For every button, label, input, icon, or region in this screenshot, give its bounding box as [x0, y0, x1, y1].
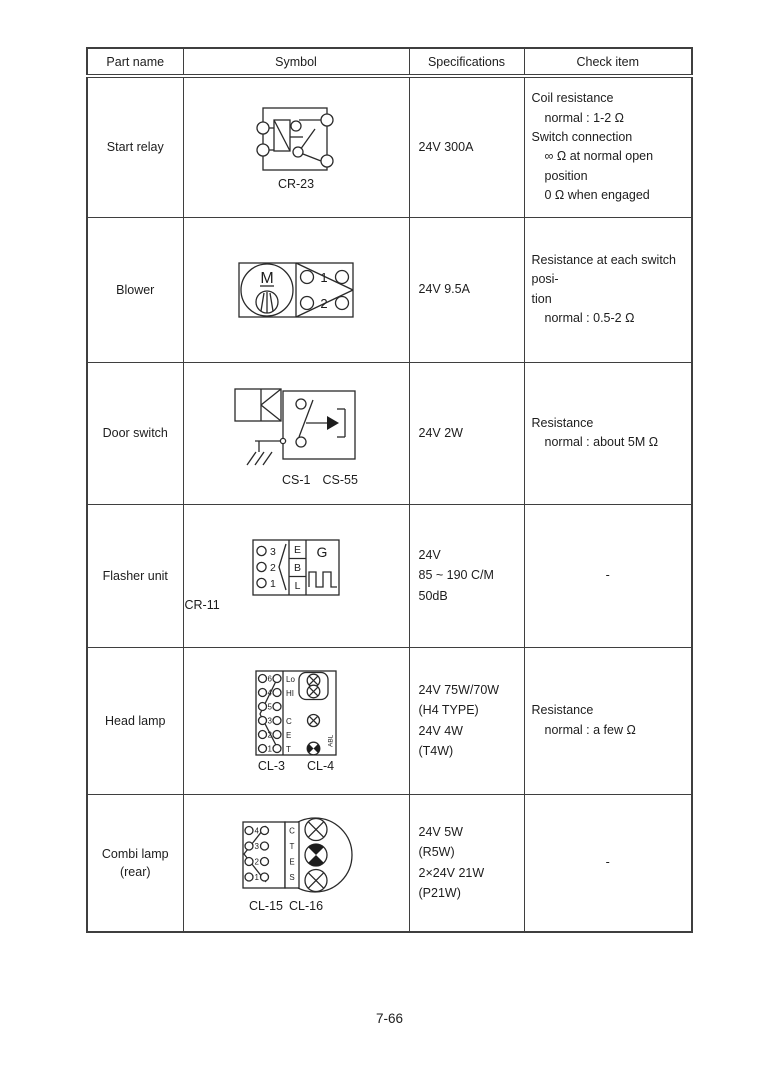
header-symbol: Symbol: [183, 48, 409, 76]
part-name: Flasher unit: [102, 568, 168, 583]
headlamp-pin-1: 1: [267, 744, 272, 753]
table-row-combi-lamp: [87, 794, 692, 932]
check-line: normal : a few Ω: [544, 722, 636, 737]
spec-line: 24V 5W: [418, 824, 463, 839]
symbol-caption: CR-11: [184, 598, 220, 612]
flasher-g-label: G: [316, 544, 328, 560]
symbol-caption: CL-3: [257, 758, 285, 773]
part-name-sub: (rear): [119, 864, 151, 879]
parts-table: [86, 47, 693, 933]
check-line: normal : 0.5-2 Ω: [544, 310, 635, 325]
headlamp-pin-2: 2: [267, 730, 272, 739]
flasher-pin-3: 3: [270, 546, 276, 558]
check-line: Switch connection: [531, 129, 633, 144]
headlamp-terminal-e: E: [286, 730, 292, 740]
table-row-door-switch: [87, 362, 692, 504]
check-line: ∞ Ω at normal open position: [544, 149, 654, 183]
headlamp-pin-4: 4: [267, 688, 272, 697]
combi-pin-2: 2: [254, 857, 259, 867]
symbol-caption: CL-4: [307, 758, 335, 773]
switch-pos-1: 1: [320, 269, 328, 285]
combi-terminal-t: T: [289, 841, 295, 851]
headlamp-terminal-c: C: [286, 716, 292, 726]
switch-pos-2: 2: [320, 295, 328, 311]
symbol-caption: CL-16: [289, 898, 324, 913]
flasher-pin-2: 2: [270, 562, 276, 574]
combi-pin-4: 4: [254, 826, 259, 836]
check-line: normal : about 5M Ω: [544, 435, 659, 449]
headlamp-terminal-t: T: [286, 744, 291, 754]
part-name: Combi lamp: [101, 846, 169, 861]
combi-lamp-symbol: [235, 813, 357, 897]
symbol-caption: CL-15: [248, 898, 283, 913]
blower-motor-symbol: [237, 261, 355, 319]
spec-line: 24V 75W/70W: [418, 682, 500, 697]
spec-line: (R5W): [418, 845, 455, 860]
table-row-start-relay: [87, 76, 692, 217]
check-line: 0 Ω when engaged: [544, 187, 650, 202]
flasher-unit-symbol: [252, 539, 340, 596]
spec-line: 24V 2W: [418, 425, 463, 440]
flasher-terminal-l: L: [294, 580, 301, 592]
header-part-name: Part name: [87, 48, 183, 76]
spec-line: (T4W): [418, 744, 454, 758]
headlamp-pin-6: 6: [267, 674, 272, 683]
flasher-terminal-b: B: [293, 562, 302, 574]
check-line: tion: [531, 291, 552, 306]
table-row-blower: [87, 217, 692, 362]
part-name: Head lamp: [105, 713, 166, 728]
check-line: Resistance at each switch posi-: [531, 252, 677, 287]
part-name: Door switch: [102, 426, 168, 440]
symbol-caption: CS-55: [322, 473, 358, 487]
combi-pin-3: 3: [254, 841, 259, 851]
combi-pin-1: 1: [254, 872, 259, 882]
check-line: normal : 1-2 Ω: [544, 110, 625, 125]
combi-terminal-e: E: [289, 857, 295, 867]
spec-line: 85 ~ 190 C/M: [418, 568, 494, 583]
part-name: Start relay: [106, 140, 164, 155]
table-row-head-lamp: [87, 647, 692, 794]
headlamp-abl-label: ABL: [327, 734, 335, 747]
headlamp-terminal-hi: HI: [286, 688, 294, 698]
headlamp-pin-5: 5: [267, 702, 272, 711]
combi-terminal-c: C: [289, 826, 295, 836]
check-line: Resistance: [531, 415, 594, 430]
header-check-item: Check item: [524, 48, 692, 76]
header-row: [87, 48, 692, 76]
check-line: -: [605, 567, 610, 582]
page-number: 7-66: [375, 1011, 404, 1026]
motor-m-label: M: [260, 269, 274, 287]
spec-line: 2×24V 21W: [418, 865, 485, 880]
flasher-terminal-e: E: [293, 544, 302, 556]
flasher-pin-1: 1: [270, 578, 276, 590]
combi-terminal-s: S: [289, 872, 295, 882]
check-line: Resistance: [531, 703, 594, 718]
symbol-caption: CR-23: [277, 176, 315, 191]
spec-line: 24V 300A: [418, 140, 474, 154]
spec-line: 24V 4W: [418, 723, 463, 738]
table-row-flasher-unit: [87, 504, 692, 647]
start-relay-symbol: [241, 104, 351, 175]
check-line: -: [605, 855, 610, 870]
headlamp-terminal-lo: Lo: [286, 674, 295, 684]
head-lamp-symbol: [252, 669, 340, 757]
spec-line: 24V 9.5A: [418, 282, 470, 297]
header-specifications: Specifications: [409, 48, 524, 76]
symbol-caption: CS-1: [282, 473, 311, 487]
spec-line: (H4 TYPE): [418, 703, 479, 717]
spec-line: 50dB: [418, 588, 448, 603]
part-name: Blower: [116, 282, 155, 297]
spec-line: 24V: [418, 547, 441, 562]
headlamp-pin-3: 3: [267, 716, 272, 725]
spec-line: (P21W): [418, 886, 461, 901]
door-switch-symbol: [231, 379, 361, 471]
check-line: Coil resistance: [531, 91, 614, 106]
